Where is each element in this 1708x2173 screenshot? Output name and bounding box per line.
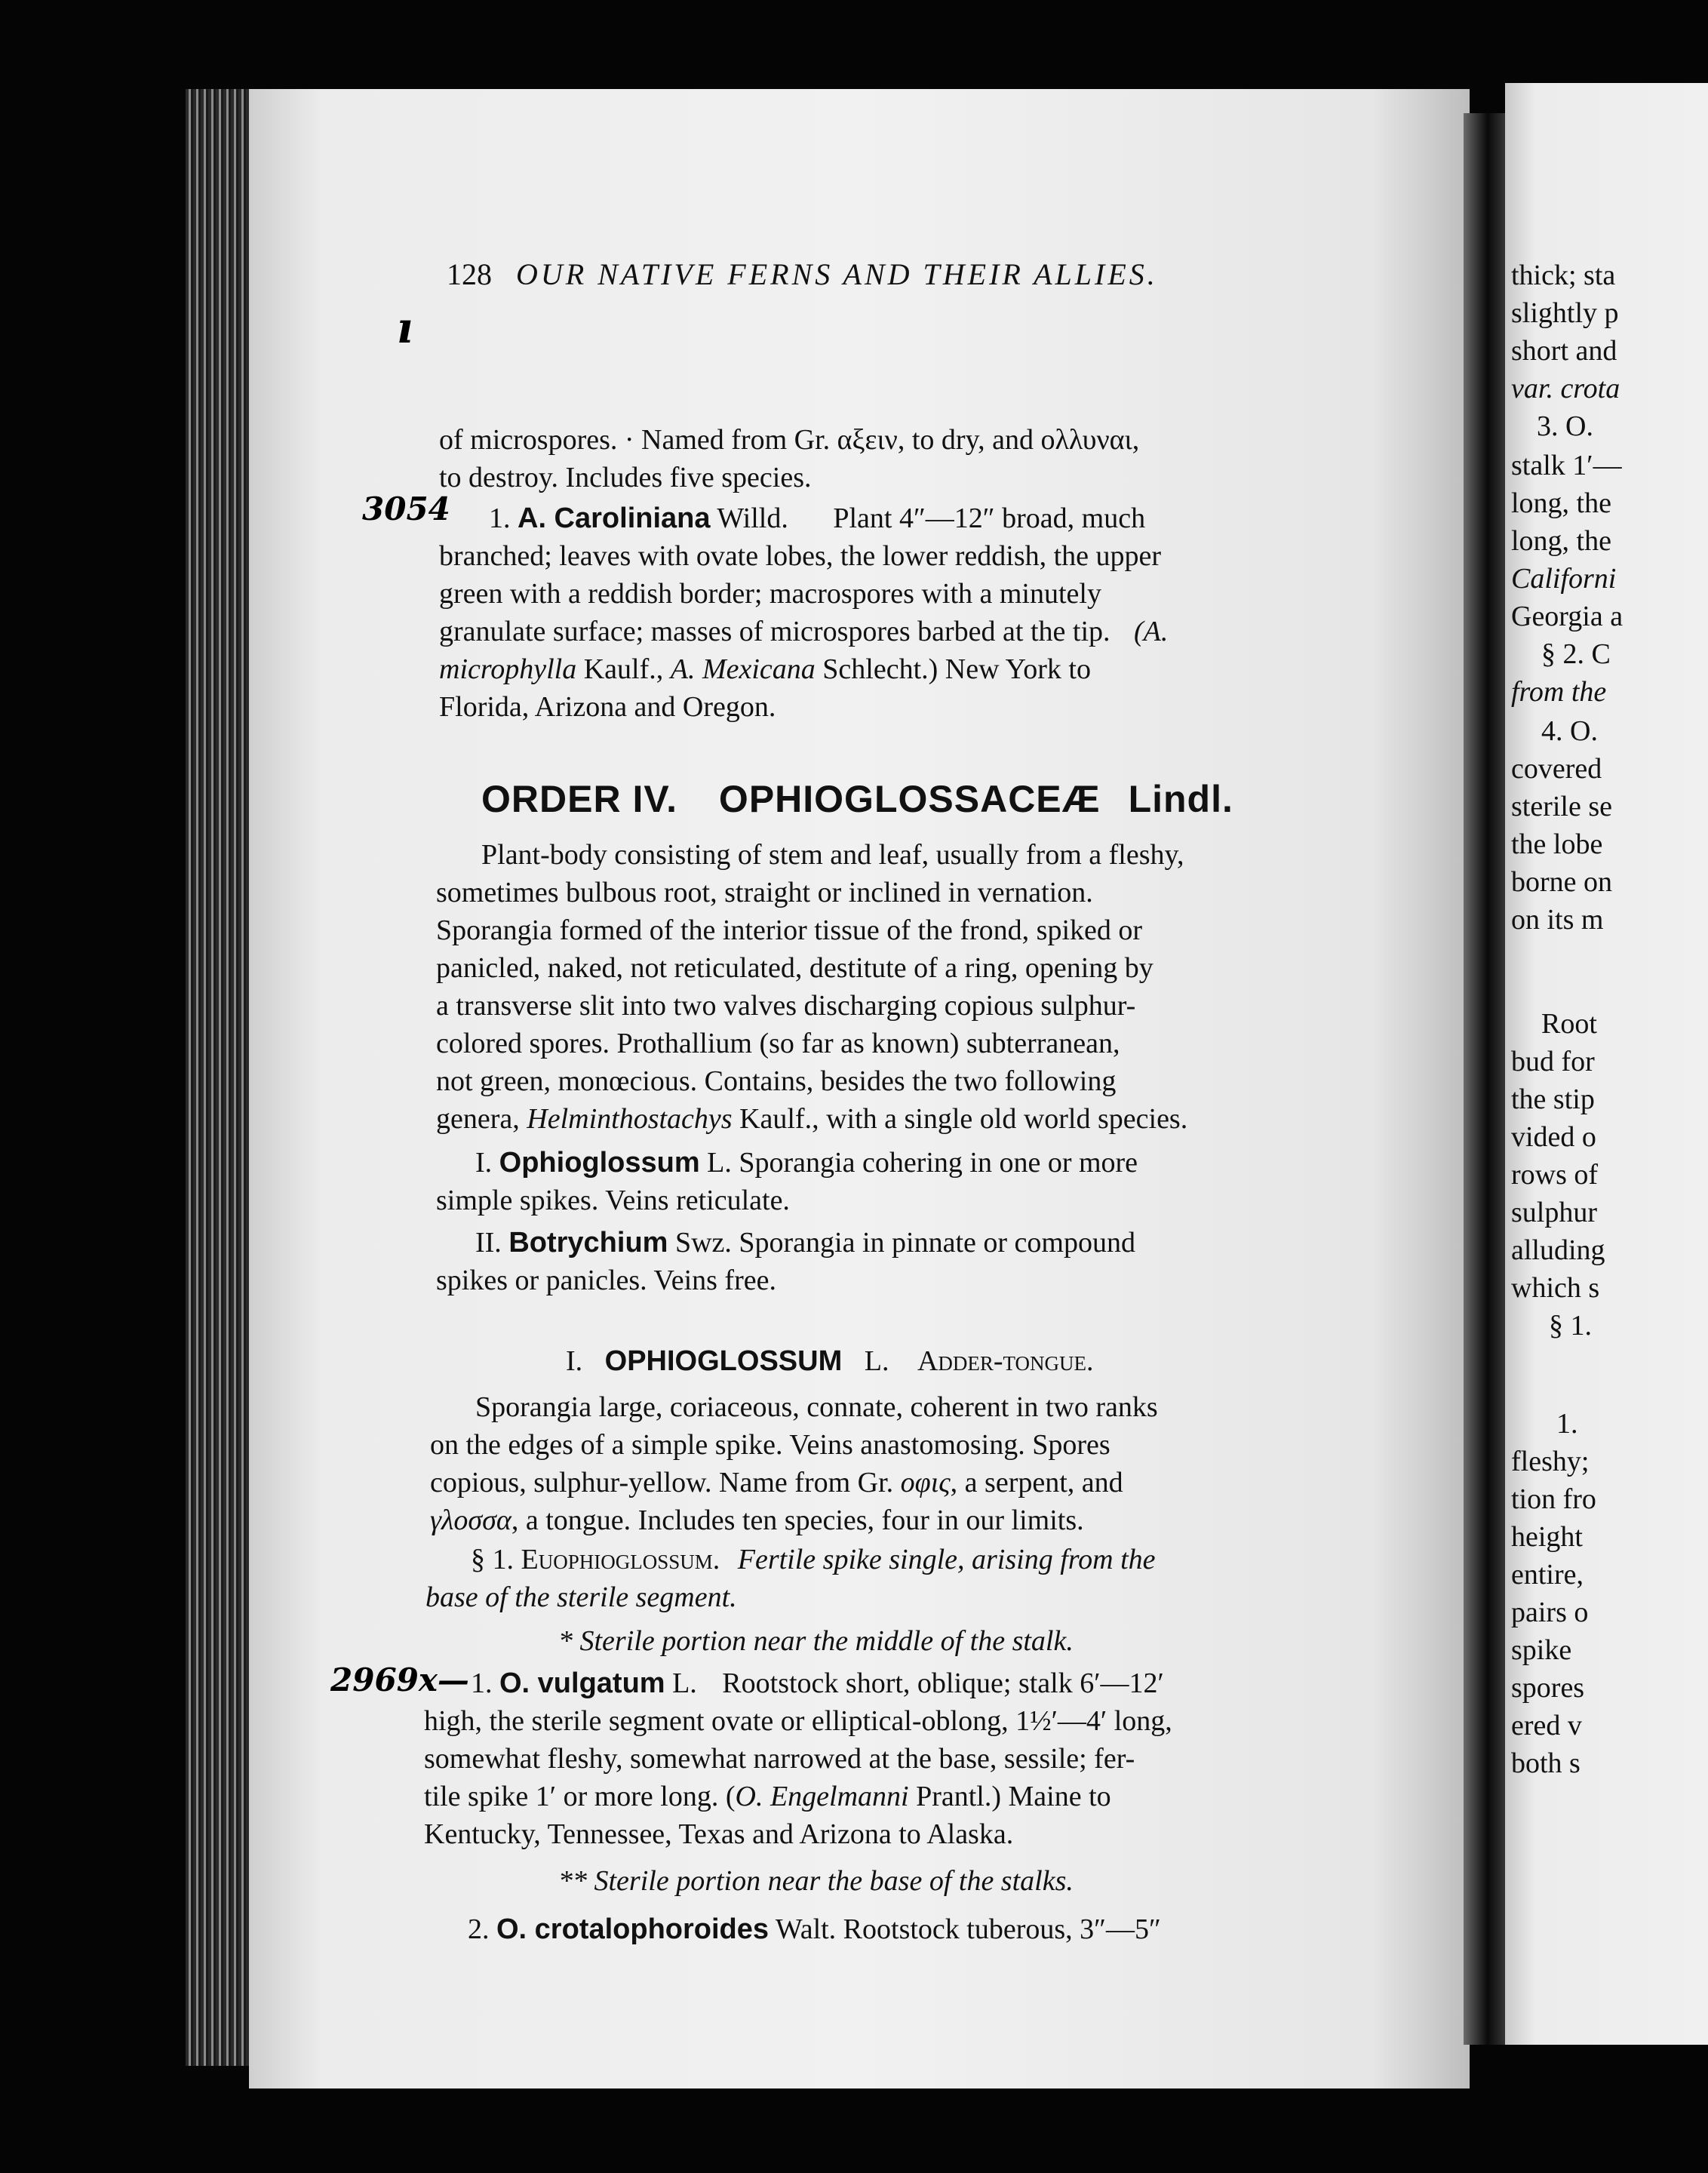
text-fragment: copious, sulphur-yellow. Name from Gr. (430, 1467, 894, 1498)
text-line (430, 1501, 1084, 1539)
right-page-text-line: ered v (1511, 1710, 1582, 1741)
right-page-text-line: short and (1511, 335, 1617, 367)
section-name: Euophioglossum. (521, 1544, 720, 1575)
right-page-text-line: sulphur (1511, 1197, 1597, 1228)
right-page-text-line: on its m (1511, 904, 1604, 936)
text-line: simple spikes. Veins reticulate. (436, 1185, 790, 1216)
species-name: A. Caroliniana (518, 503, 711, 534)
book-page-edges (186, 89, 258, 2066)
right-page-text-line: stalk 1′— (1511, 450, 1622, 481)
book-gutter (1464, 113, 1507, 2045)
genus-name: OPHIOGLOSSUM (604, 1345, 843, 1377)
right-page-text-line: sterile se (1511, 791, 1613, 822)
right-page-text-line: from the (1511, 676, 1607, 708)
right-page-text-line: spike (1511, 1634, 1572, 1666)
right-page-text-line: spores (1511, 1672, 1585, 1704)
right-page-text-line: covered (1511, 753, 1602, 785)
genus-name: Ophioglossum (499, 1147, 700, 1179)
left-page (249, 89, 1470, 2088)
subheading: * Sterile portion near the middle of the stalk. (558, 1625, 1074, 1657)
synonym-name: O. Engelmanni (735, 1781, 909, 1812)
right-page-text-line: 1. (1556, 1408, 1578, 1440)
right-page-text-line: Georgia a (1511, 601, 1624, 632)
right-page-text-line: § 2. C (1541, 638, 1611, 670)
text-fragment: Walt. Rootstock tuberous, 3″—5″ (775, 1913, 1161, 1945)
text-fragment: , a serpent, and (950, 1467, 1123, 1498)
text-line: Sporangia formed of the interior tissue of the frond, spiked or (436, 914, 1143, 946)
species-line (489, 499, 1145, 537)
genus-name: Helminthostachys (527, 1103, 733, 1135)
right-page-text-line: rows of (1511, 1159, 1599, 1191)
section-symbol: § 1. (471, 1544, 514, 1575)
text-fragment: tile spike 1′ or more long. ( (424, 1781, 736, 1812)
right-page-text-line: slightly p (1511, 297, 1619, 329)
text-line: Plant-body consisting of stem and leaf, usually from a fleshy, (481, 839, 1184, 871)
right-page-text-line: fleshy; (1511, 1446, 1590, 1477)
genus-number: I. (566, 1345, 583, 1377)
genus-name: Botrychium (508, 1227, 668, 1259)
text-line: colored spores. Prothallium (so far as known) subterranean, (436, 1028, 1120, 1059)
right-page-text-line: long, the (1511, 487, 1611, 519)
order-author: Lindl. (1128, 778, 1233, 820)
text-fragment: Kaulf., (583, 653, 664, 685)
subheading: ** Sterile portion near the base of the stalks. (558, 1865, 1074, 1897)
section-line (471, 1541, 1156, 1578)
right-page-text-line: borne on (1511, 866, 1613, 898)
right-page-text-line: thick; sta (1511, 260, 1616, 291)
text-fragment: Swz. Sporangia in pinnate or compound (674, 1227, 1135, 1259)
species-name: O. vulgatum (499, 1667, 665, 1699)
key-number: I. (475, 1147, 493, 1179)
text-line: not green, monœcious. Contains, besides the two following (436, 1065, 1117, 1097)
text-line: Sporangia large, coriaceous, connate, coherent in two ranks (475, 1391, 1158, 1423)
right-page-text-line: vided o (1511, 1121, 1596, 1153)
text-line: a transverse slit into two valves discharging copious sulphur- (436, 990, 1136, 1022)
right-page-text-line: which s (1511, 1272, 1600, 1304)
running-title: OUR NATIVE FERNS AND THEIR ALLIES. (516, 257, 1158, 291)
synonym-name: microphylla (439, 653, 577, 685)
order-heading (481, 777, 1233, 821)
right-page-text-line: Root (1541, 1008, 1597, 1040)
species-number: 2. (468, 1913, 490, 1945)
text-line: spikes or panicles. Veins free. (436, 1265, 776, 1296)
key-number: II. (475, 1227, 502, 1259)
species-number: 1. (489, 503, 511, 534)
genus-author: L. (864, 1345, 889, 1377)
page-number: 128 (447, 257, 492, 291)
text-fragment: genera, (436, 1103, 520, 1135)
text-fragment: granulate surface; masses of microspores barbed at the tip. (439, 616, 1111, 647)
species-name: O. crotalophoroides (496, 1913, 770, 1945)
text-line (439, 650, 1091, 688)
right-page-text-line: tion fro (1511, 1483, 1596, 1515)
right-page-text-line: 3. O. (1537, 410, 1593, 442)
genus-heading (566, 1345, 1094, 1378)
handwritten-mark: ı (397, 303, 413, 353)
species-author: L. (672, 1667, 697, 1699)
right-page-text-line: pairs o (1511, 1597, 1589, 1628)
right-page-text-line: bud for (1511, 1046, 1595, 1077)
text-line: panicled, naked, not reticulated, destitute of a ring, opening by (436, 952, 1154, 984)
text-line: Florida, Arizona and Oregon. (439, 691, 776, 723)
text-fragment: Kaulf., with a single old world species. (739, 1103, 1188, 1135)
handwritten-number: 3054 (362, 490, 450, 527)
key-line (475, 1144, 1138, 1182)
text-fragment: L. Sporangia cohering in one or more (707, 1147, 1138, 1179)
species-number: 1. (471, 1667, 493, 1699)
text-line (436, 1100, 1187, 1138)
text-fragment: , a tongue. Includes ten species, four in our limits. (511, 1505, 1084, 1536)
right-page-text-line: the lobe (1511, 828, 1603, 860)
synonym-name: A. Mexicana (670, 653, 816, 685)
order-name: OPHIOGLOSSACEÆ (718, 778, 1101, 820)
right-page-text-line: both s (1511, 1747, 1581, 1779)
text-fragment: Prantl.) Maine to (916, 1781, 1111, 1812)
greek-word: γλοσσα (430, 1505, 511, 1536)
text-fragment: Schlecht.) New York to (822, 653, 1091, 685)
right-page-text-line: 4. O. (1541, 715, 1598, 747)
greek-word: οφις (900, 1467, 951, 1498)
species-line (471, 1664, 1164, 1702)
right-page (1505, 83, 1708, 2045)
right-page-text-line: var. crota (1511, 373, 1620, 404)
right-page-text-line: § 1. (1549, 1310, 1592, 1342)
handwritten-number: 2969x— (330, 1661, 469, 1698)
text-fragment: Fertile spike single, arising from the (737, 1544, 1156, 1575)
text-line: of microspores. · Named from Gr. αξειν, to dry, and ολλυναι, (439, 424, 1140, 456)
text-line: to destroy. Includes five species. (439, 462, 812, 493)
text-line: Kentucky, Tennessee, Texas and Arizona to Alaska. (424, 1818, 1014, 1850)
text-line: somewhat fleshy, somewhat narrowed at the base, sessile; fer- (424, 1743, 1135, 1775)
text-line (430, 1464, 1123, 1501)
text-line: on the edges of a simple spike. Veins anastomosing. Spores (430, 1429, 1111, 1461)
text-fragment: Rootstock short, oblique; stalk 6′—12′ (722, 1667, 1164, 1699)
running-head (447, 257, 1158, 292)
right-page-text-line: long, the (1511, 525, 1611, 557)
right-page-text-line: alluding (1511, 1234, 1605, 1266)
text-line: high, the sterile segment ovate or elliptical-oblong, 1½′—4′ long, (424, 1705, 1172, 1737)
text-line: base of the sterile segment. (425, 1581, 737, 1613)
right-page-text-line: height (1511, 1521, 1583, 1553)
text-fragment: Plant 4″—12″ broad, much (833, 503, 1146, 534)
key-line (475, 1224, 1135, 1262)
text-line: branched; leaves with ovate lobes, the lower reddish, the upper (439, 540, 1162, 572)
right-page-text-line: Californi (1511, 563, 1617, 595)
common-name: Adder-tongue. (917, 1345, 1094, 1377)
right-page-text-line: the stip (1511, 1083, 1595, 1115)
text-line (424, 1778, 1111, 1815)
species-author: Willd. (717, 503, 788, 534)
text-line: sometimes bulbous root, straight or inclined in vernation. (436, 877, 1093, 908)
species-line (468, 1910, 1161, 1948)
right-page-text-line: entire, (1511, 1559, 1584, 1591)
order-label: ORDER IV. (481, 778, 678, 820)
text-fragment: (A. (1134, 616, 1169, 647)
text-line: green with a reddish border; macrospores with a minutely (439, 578, 1101, 610)
text-line (439, 613, 1168, 650)
